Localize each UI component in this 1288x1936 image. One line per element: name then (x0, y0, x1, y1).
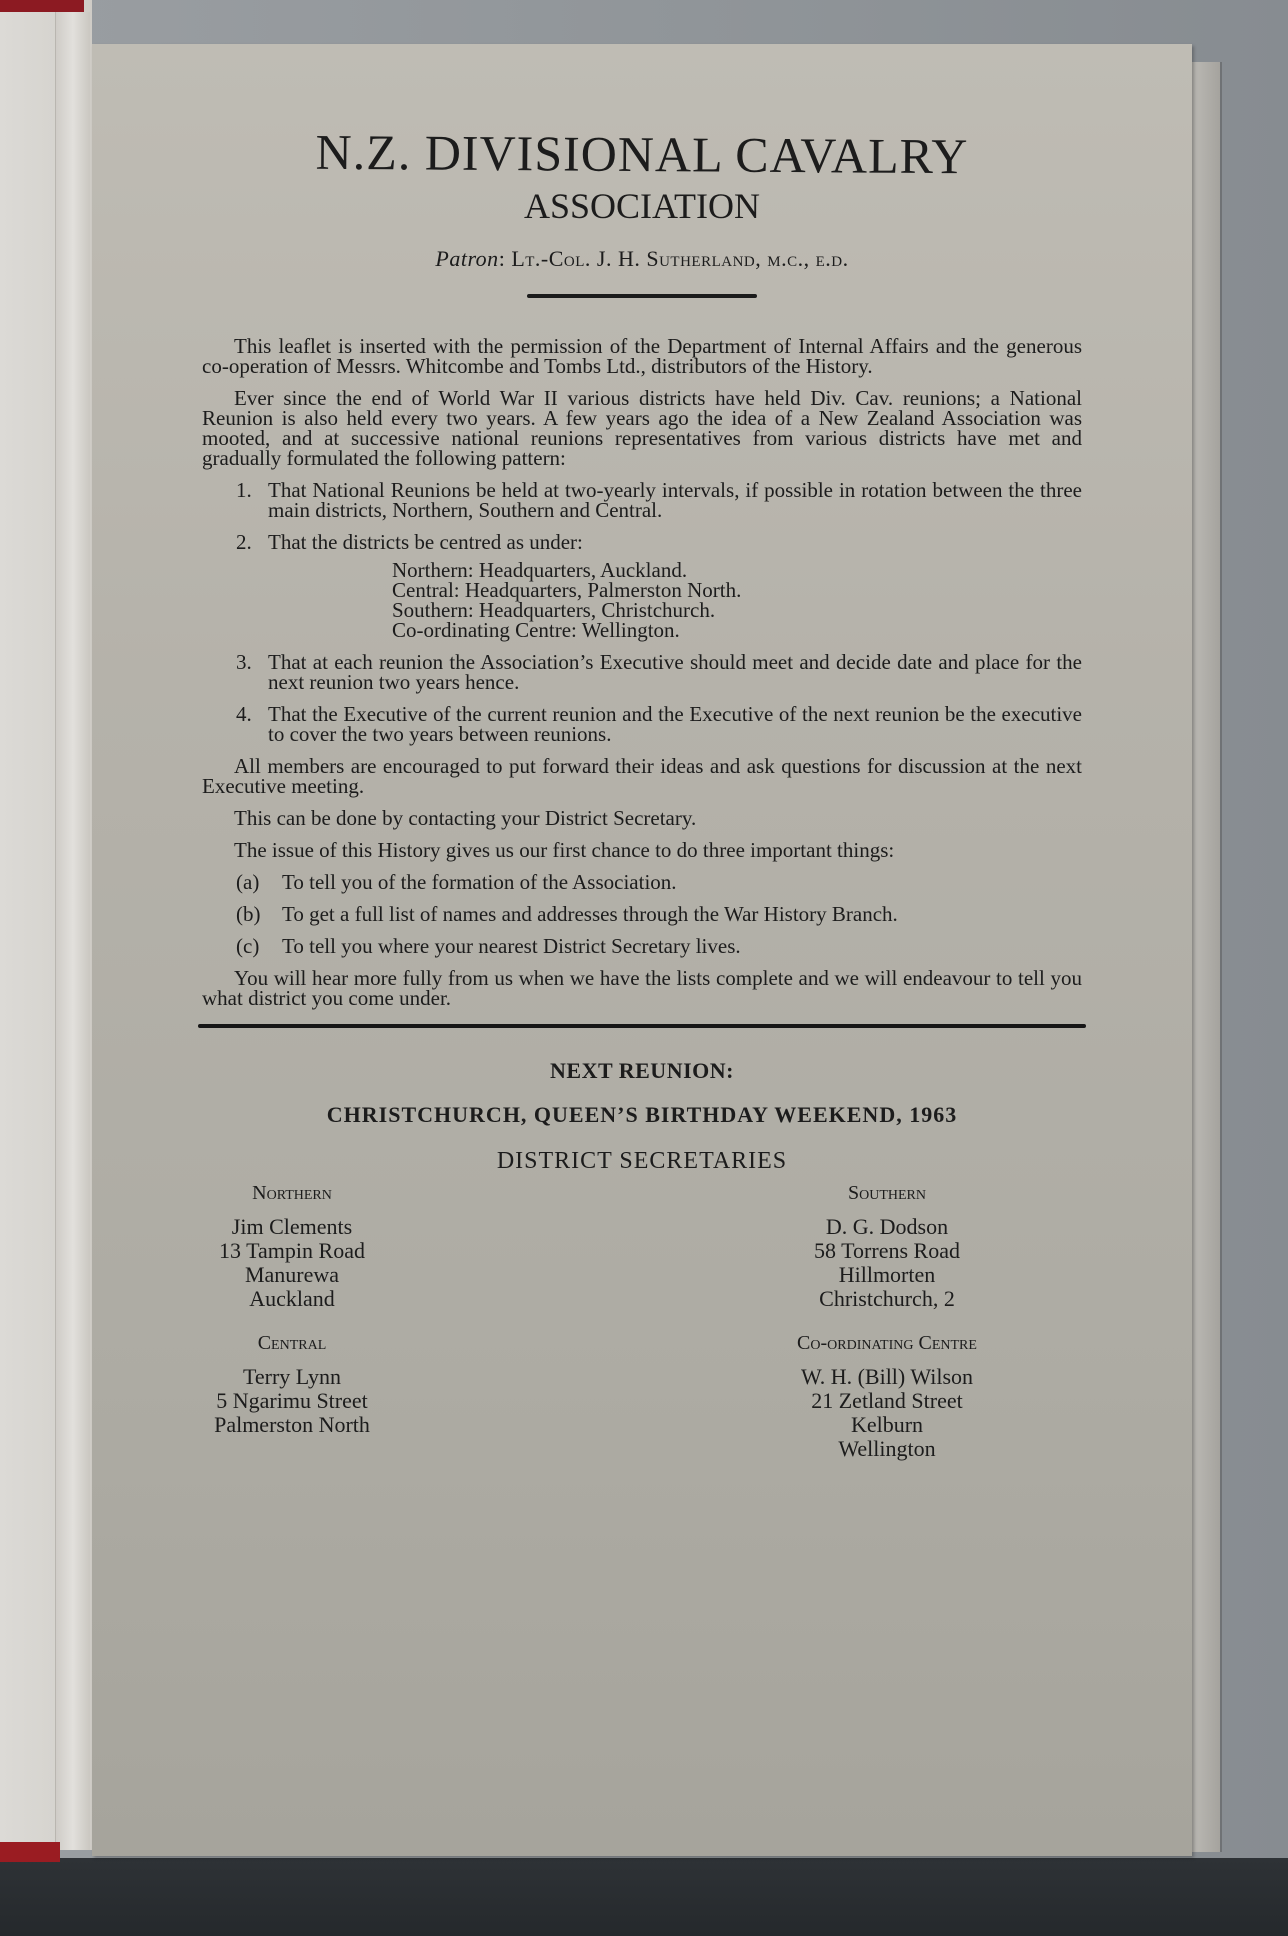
paragraph-intro: This leaflet is inserted with the permission of the Department of Internal Affairs and the generous co-operation of Messrs. Whitcombe and Tombs Ltd., distributors of the History. (202, 334, 1082, 378)
item-text: That the Executive of the current reunion and the Executive of the next reunion be the executive to cover the two years between reunions. (268, 702, 1082, 746)
endpaper-fold (55, 12, 90, 1850)
address-line: Palmerston North (214, 1412, 370, 1437)
things-list (202, 872, 1082, 956)
patron-comma: , (755, 246, 768, 271)
district-name: Central (257, 1332, 327, 1354)
item-number: 3. (236, 650, 252, 674)
item-number: 4. (236, 702, 252, 726)
centre-northern: Northern: Headquarters, Auckland. (392, 558, 688, 582)
patron-name: Lt.-Col. J. H. Sutherland (511, 246, 756, 271)
item-number: 2. (236, 530, 252, 554)
leaflet-content (202, 44, 1082, 1461)
item-text: To get a full list of names and addresses through the War History Branch. (282, 902, 898, 926)
address-line: Christchurch, 2 (819, 1286, 955, 1311)
secretary-name: Terry Lynn (242, 1364, 342, 1389)
centre-southern: Southern: Headquarters, Christchurch. (392, 598, 716, 622)
dark-surface (0, 1858, 1288, 1936)
secretary-name: Jim Clements (231, 1214, 353, 1239)
item-label: (c) (236, 934, 260, 958)
paragraph-encourage: All members are encouraged to put forward their ideas and ask questions for discussion at the next Executive meeting. (202, 754, 1082, 798)
item-text: That National Reunions be held at two-yearly intervals, if possible in rotation between the three main districts, Northern, Southern and Central. (268, 478, 1082, 522)
patron-colon: : (498, 246, 512, 271)
book-cloth-bottom (0, 1842, 60, 1862)
item-number: 1. (236, 478, 252, 502)
address-line: 13 Tampin Road (219, 1238, 365, 1263)
title-divider (527, 294, 757, 298)
secretaries-title: DISTRICT SECRETARIES (496, 1148, 788, 1174)
paragraph-contact: This can be done by contacting your District Secretary. (234, 806, 697, 830)
paragraph-closing: You will hear more fully from us when we have the lists complete and we will endeavour to tell you what district you come under. (202, 966, 1082, 1010)
item-text: To tell you of the formation of the Association. (282, 870, 677, 894)
secretary-coordinating (652, 1331, 1082, 1461)
pattern-item (202, 532, 1082, 640)
secretary-central (202, 1331, 632, 1461)
item-text: That the districts be centred as under: (268, 530, 583, 554)
body-text (202, 336, 1082, 1008)
district-centres (392, 560, 1082, 640)
leaflet (92, 44, 1192, 1856)
address-line: Hillmorten (838, 1262, 936, 1287)
district-name: Northern (252, 1182, 332, 1204)
paragraph-issue: The issue of this History gives us our first chance to do three important things: (234, 838, 895, 862)
pattern-item (202, 480, 1082, 520)
item-label: (a) (236, 870, 260, 894)
pattern-item (202, 704, 1082, 744)
item-label: (b) (236, 902, 261, 926)
address-line: 58 Torrens Road (814, 1238, 960, 1263)
district-name: Co-ordinating Centre (797, 1332, 977, 1354)
district-name: Southern (847, 1182, 926, 1204)
paragraph-background: Ever since the end of World War II various districts have held Div. Cav. reunions; a National Reunion is also held every two years. A few years ago the idea of a New Zealand Association was mooted, and at successive national reunions representatives from various districts have met and gradually formulated the following pattern: (202, 386, 1082, 470)
centre-central: Central: Headquarters, Palmerston North. (392, 578, 742, 602)
address-line: Manurewa (244, 1262, 340, 1287)
item-text: To tell you where your nearest District Secretary lives. (282, 934, 741, 958)
secretary-southern (652, 1181, 1082, 1311)
patron-line (202, 246, 1082, 272)
centre-coordinating: Co-ordinating Centre: Wellington. (392, 618, 680, 642)
section-divider (198, 1024, 1086, 1028)
address-line: Auckland (249, 1286, 335, 1311)
secretary-name: W. H. (Bill) Wilson (800, 1364, 974, 1389)
address-line: 21 Zetland Street (811, 1388, 963, 1413)
address-line: Wellington (838, 1436, 936, 1461)
book-cloth-top (0, 0, 84, 12)
things-item (202, 936, 1082, 956)
patron-honours: m.c., e.d. (767, 246, 849, 271)
patron-label: Patron (435, 246, 499, 271)
document-title: N.Z. DIVISIONAL CAVALRY (315, 123, 969, 185)
secretary-name: D. G. Dodson (825, 1214, 949, 1239)
next-reunion-heading: NEXT REUNION: (550, 1058, 734, 1083)
document-subtitle: ASSOCIATION (523, 186, 761, 226)
things-item (202, 904, 1082, 924)
next-reunion-detail: CHRISTCHURCH, QUEEN’S BIRTHDAY WEEKEND, 1963 (326, 1102, 958, 1127)
pattern-list (202, 480, 1082, 744)
secretaries-grid (202, 1181, 1082, 1461)
secretary-northern (202, 1181, 632, 1311)
address-line: Kelburn (850, 1412, 924, 1437)
address-line: 5 Ngarimu Street (216, 1388, 368, 1413)
item-text: That at each reunion the Association’s Executive should meet and decide date and place for the next reunion two years hence. (268, 650, 1082, 694)
pattern-item (202, 652, 1082, 692)
things-item (202, 872, 1082, 892)
